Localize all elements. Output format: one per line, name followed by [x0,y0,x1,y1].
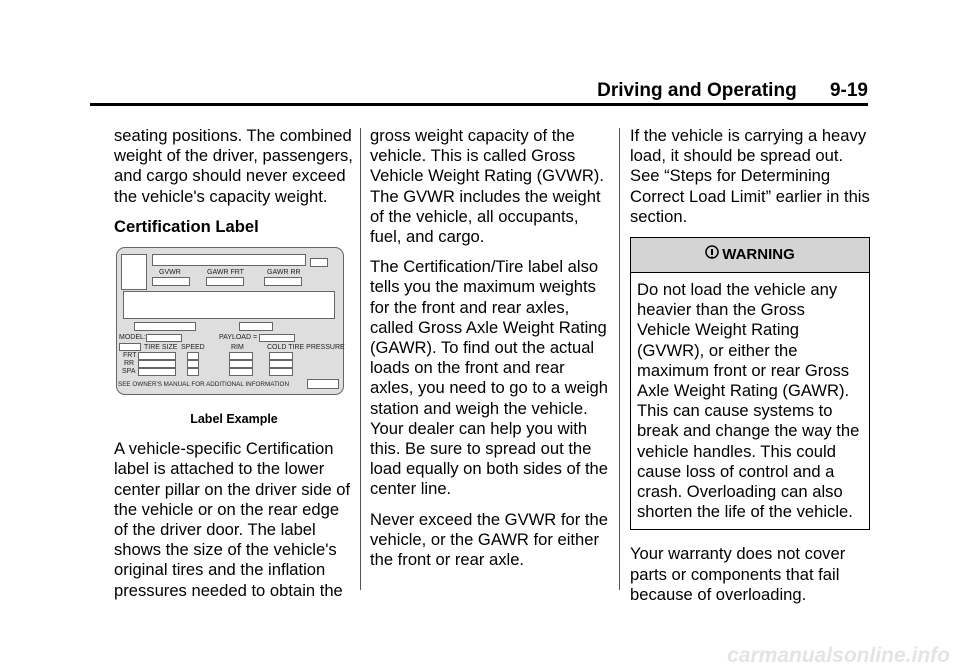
label-gawr-rr: GAWR RR [267,269,301,277]
label-field [229,360,253,368]
column-1 [114,126,354,611]
label-payload: PAYLOAD = [219,334,258,342]
label-field [310,258,328,267]
label-field [187,360,199,368]
label-field [307,379,339,389]
column-divider [619,128,620,590]
label-field [119,343,141,351]
label-field [138,368,176,376]
label-spa: SPA [122,368,136,376]
warning-header [631,238,869,273]
column-3 [630,126,870,615]
label-field [229,352,253,360]
label-field [152,277,190,286]
page-header [0,80,868,102]
page-number: 9-19 [829,80,868,101]
paragraph: gross weight capacity of the vehicle. This is called Gross Vehicle Weight Rating (GVWR). The GVWR includes the weight of the vehicle, all occupants, fuel, and cargo. [370,126,604,247]
label-logo-box [121,254,147,290]
paragraph: Never exceed the GVWR for the vehicle, or the GAWR for either the front or rear axle. [370,509,608,570]
label-speed: SPEED [181,344,205,352]
section-title: Driving and Operating [597,80,797,101]
label-field [187,368,199,376]
label-large-field [123,291,335,319]
label-model: MODEL: [119,334,146,342]
label-field [269,360,293,368]
label-field [138,360,176,368]
label-frt: FRT [123,352,137,360]
label-field [269,368,293,376]
label-field [264,277,302,286]
label-field [134,322,196,331]
label-rr: RR [124,360,135,368]
label-field [259,334,295,342]
watermark: carmanualsonline.info [727,644,950,667]
label-field [187,352,199,360]
intro-paragraph: seating positions. The combined weight of the driver, passengers, and cargo should never exceed the vehicle's capacity weight. [114,126,353,206]
paragraph: If the vehicle is carrying a heavy load, it should be spread out. See “Steps for Determining Correct Load Limit” earlier in this section. [630,126,870,226]
label-cold-tire-pressure: COLD TIRE PRESSURE [267,344,345,352]
warning-title: WARNING [722,246,795,264]
label-field [138,352,176,360]
label-field [239,322,273,331]
column-2 [370,126,610,580]
header-rule [90,103,868,106]
warning-icon [705,245,719,261]
label-field [229,368,253,376]
paragraph: Your warranty does not cover parts or components that fail because of overloading. [630,544,846,604]
certification-label-illustration [116,247,344,395]
label-field [152,254,306,266]
subheading-certification-label: Certification Label [114,216,259,236]
label-field [206,277,244,286]
label-field [269,352,293,360]
body-paragraph: A vehicle-specific Certification label is attached to the lower center pillar on the driver side of the vehicle or on the rear edge of the driver door. The label shows the size of the vehicle's original tires and the inflation pressures needed to obtain the [114,439,351,600]
label-field [146,334,182,342]
label-footer-text: SEE OWNER'S MANUAL FOR ADDITIONAL INFORMATION [118,381,289,389]
label-gvwr: GVWR [159,269,181,277]
warning-box [630,237,870,530]
warning-text: Do not load the vehicle any heavier than the Gross Vehicle Weight Rating (GVWR), or either the maximum front or rear Gross Axle Weight Rating (GAWR). This can cause systems to break and change the way the vehicle handles. This could cause loss of control and a crash. Overloading can also shorten the life of the vehicle. [637,280,860,522]
label-rim: RIM [231,344,244,352]
label-gawr-frt: GAWR FRT [207,269,244,277]
column-divider [360,128,361,590]
paragraph: The Certification/Tire label also tells you the maximum weights for the front and rear axles, called Gross Axle Weight Rating (GAWR). To find out the actual loads on the front and rear axles, you need to go to a weigh station and weigh the vehicle. Your dealer can help you with this. Be sure to spread out the load equally on both sides of the center line. [370,257,609,499]
label-tire-size: TIRE SIZE [144,344,178,352]
figure-caption: Label Example [190,412,278,427]
